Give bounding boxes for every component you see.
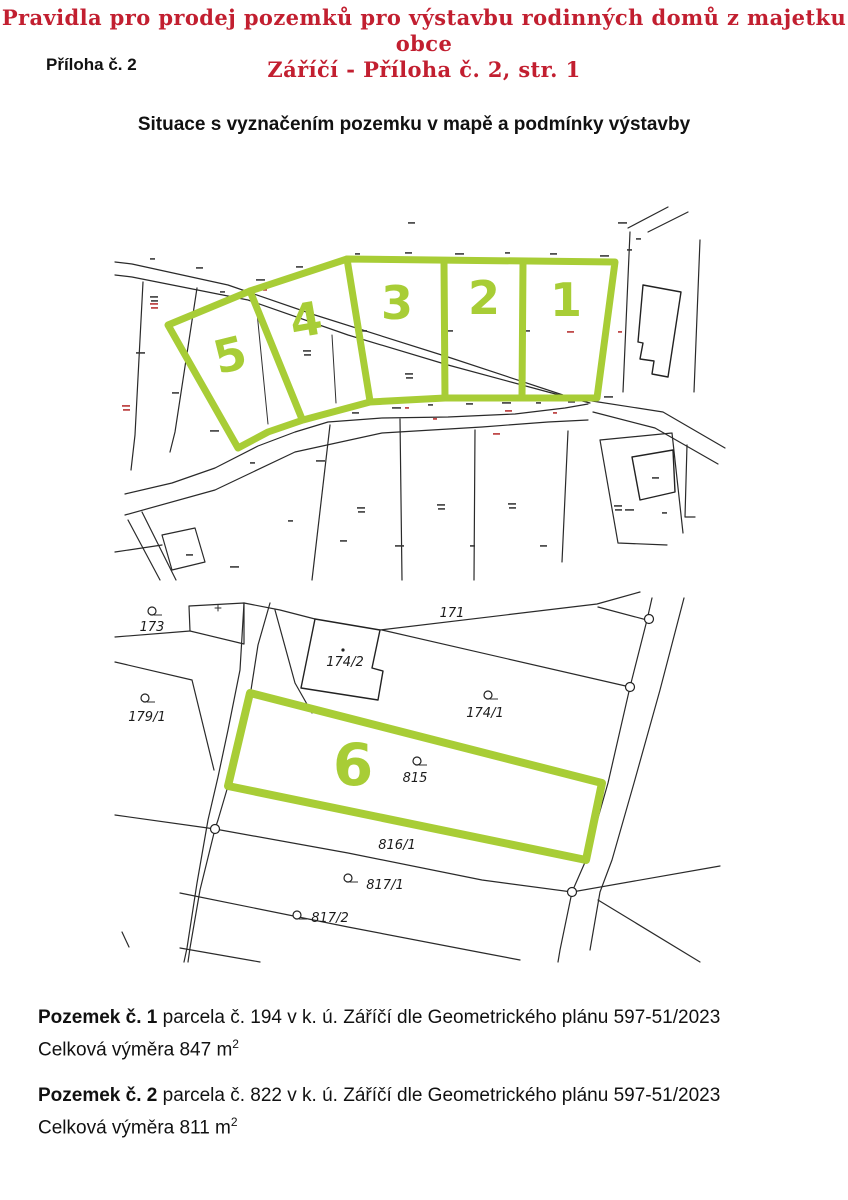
- parcel-label-179-1: 179/1: [128, 710, 166, 725]
- survey-point-icon: [484, 691, 498, 699]
- plot-description-2: [38, 1083, 720, 1141]
- plot-area-sup: 2: [232, 1037, 239, 1051]
- parcel-label-816-1: 816/1: [378, 838, 416, 853]
- plot-description-1: [38, 1005, 720, 1063]
- plot-area-line: [38, 1109, 720, 1141]
- plot-area-sup: 2: [230, 1115, 238, 1129]
- page-title-line2: Záříčí - Příloha č. 2, str. 1: [267, 57, 581, 82]
- page-title-line1: Pravidla pro prodej pozemků pro výstavbu rodinných domů z majetku obce: [1, 5, 847, 56]
- parcel-label-817-1: 817/1: [366, 878, 404, 893]
- plot-number-4: 4: [285, 290, 327, 350]
- plot-lead: Pozemek č. 2: [38, 1085, 158, 1106]
- plot-text: parcela č. 822 v k. ú. Záříčí dle Geometrického plánu 597-51/2023: [157, 1085, 721, 1106]
- plot-number-2: 2: [467, 271, 501, 325]
- plot-number-3: 3: [380, 276, 414, 330]
- parcel-label-817-2: 817/2: [311, 911, 349, 926]
- plot-area: Celková výměra 847 m: [38, 1039, 233, 1061]
- plot-number-1: 1: [549, 273, 583, 327]
- section-heading: Situace s vyznačením pozemku v mapě a podmínky výstavby: [137, 114, 691, 135]
- survey-point-icon: [141, 694, 155, 702]
- plot-description-line: [38, 1083, 720, 1109]
- survey-point-icon: [413, 757, 427, 765]
- survey-point-icon: [148, 607, 162, 615]
- plot-number-5: 5: [207, 324, 253, 386]
- building-point: [341, 648, 344, 651]
- parcel-label-174-1: 174/1: [466, 706, 504, 721]
- survey-point-icon: [344, 874, 358, 882]
- attachment-label: Příloha č. 2: [46, 55, 137, 74]
- cadastral-map-upper: [100, 205, 740, 585]
- plot-area-line: [38, 1031, 720, 1063]
- parcel-label-174-2: 174/2: [326, 655, 364, 670]
- plot-description-line: [38, 1005, 720, 1031]
- plot-area: Celková výměra 811 m: [38, 1117, 231, 1139]
- parcel-label-171: 171: [439, 606, 465, 621]
- plot-number-6: 6: [332, 731, 374, 799]
- plot-lead: Pozemek č. 1: [38, 1007, 158, 1028]
- parcel-label-173: 173: [139, 620, 165, 635]
- cadastral-map-lower: [100, 585, 740, 965]
- map-buildings: [632, 285, 681, 500]
- parcel-label-815: 815: [402, 771, 428, 786]
- plot-text: parcela č. 194 v k. ú. Záříčí dle Geometrického plánu 597-51/2023: [157, 1007, 721, 1028]
